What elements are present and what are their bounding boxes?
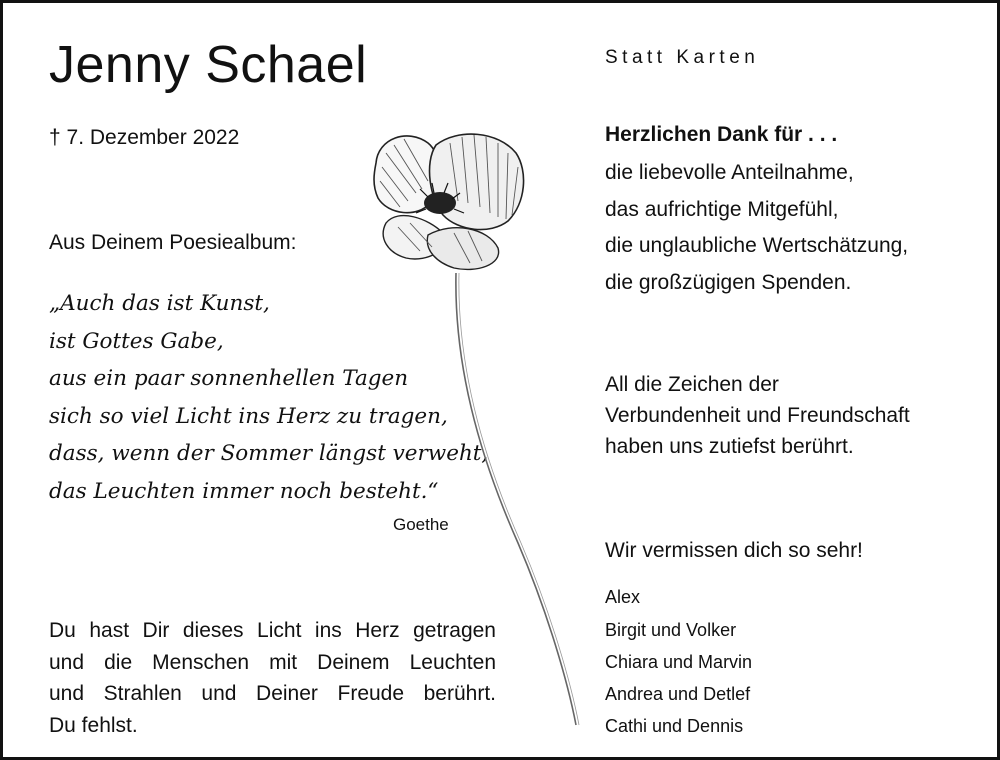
poem-line: sich so viel Licht ins Herz zu tragen, bbox=[49, 403, 448, 429]
thanks-heading: Herzlichen Dank für . . . bbox=[605, 123, 838, 146]
closing-line: Du hast Dir dieses Licht ins Herz getragen bbox=[49, 619, 496, 642]
thanks-item: die großzügigen Spenden. bbox=[605, 270, 852, 294]
mourner-name: Chiara und Marvin bbox=[605, 652, 753, 672]
poem-author: Goethe bbox=[393, 515, 449, 534]
poem-line: „Auch das ist Kunst, bbox=[49, 291, 270, 316]
statt-karten-header: Statt Karten bbox=[605, 47, 760, 68]
mourner-name: Cathi und Dennis bbox=[605, 716, 744, 736]
thanks-item: die liebevolle Anteilnahme, bbox=[605, 161, 854, 184]
poppy-flower-illustration bbox=[358, 123, 598, 733]
closing-line: Du fehlst. bbox=[49, 713, 138, 737]
mourner-name: Andrea und Detlef bbox=[605, 684, 751, 704]
thanks-list bbox=[605, 155, 908, 301]
poem-intro: Aus Deinem Poesiealbum: bbox=[49, 231, 297, 254]
poem-line: ist Gottes Gabe, bbox=[49, 328, 224, 354]
closing-line: und die Menschen mit Deinem Leuchten bbox=[49, 650, 496, 674]
signs-line: Verbundenheit und Freundschaft bbox=[605, 404, 910, 427]
poem-line: das Leuchten immer noch besteht.“ bbox=[49, 478, 439, 504]
thanks-item: die unglaubliche Wertschätzung, bbox=[605, 234, 909, 257]
signs-line: All die Zeichen der bbox=[605, 373, 779, 396]
mourners-list bbox=[605, 581, 752, 742]
mourner-name: Birgit und Volker bbox=[605, 620, 737, 640]
poem-line: dass, wenn der Sommer längst verweht, bbox=[49, 441, 489, 466]
thanks-item: das aufrichtige Mitgefühl, bbox=[605, 197, 839, 221]
signs-text bbox=[605, 369, 910, 462]
closing-line: und Strahlen und Deiner Freude berührt. bbox=[49, 682, 496, 705]
death-date: † 7. Dezember 2022 bbox=[49, 126, 240, 149]
signs-line: haben uns zutiefst berührt. bbox=[605, 435, 854, 458]
poem-line: aus ein paar sonnenhellen Tagen bbox=[49, 366, 409, 391]
miss-line: Wir vermissen dich so sehr! bbox=[605, 539, 863, 562]
mourner-name: Alex bbox=[605, 587, 641, 607]
deceased-name: Jenny Schael bbox=[49, 36, 368, 94]
